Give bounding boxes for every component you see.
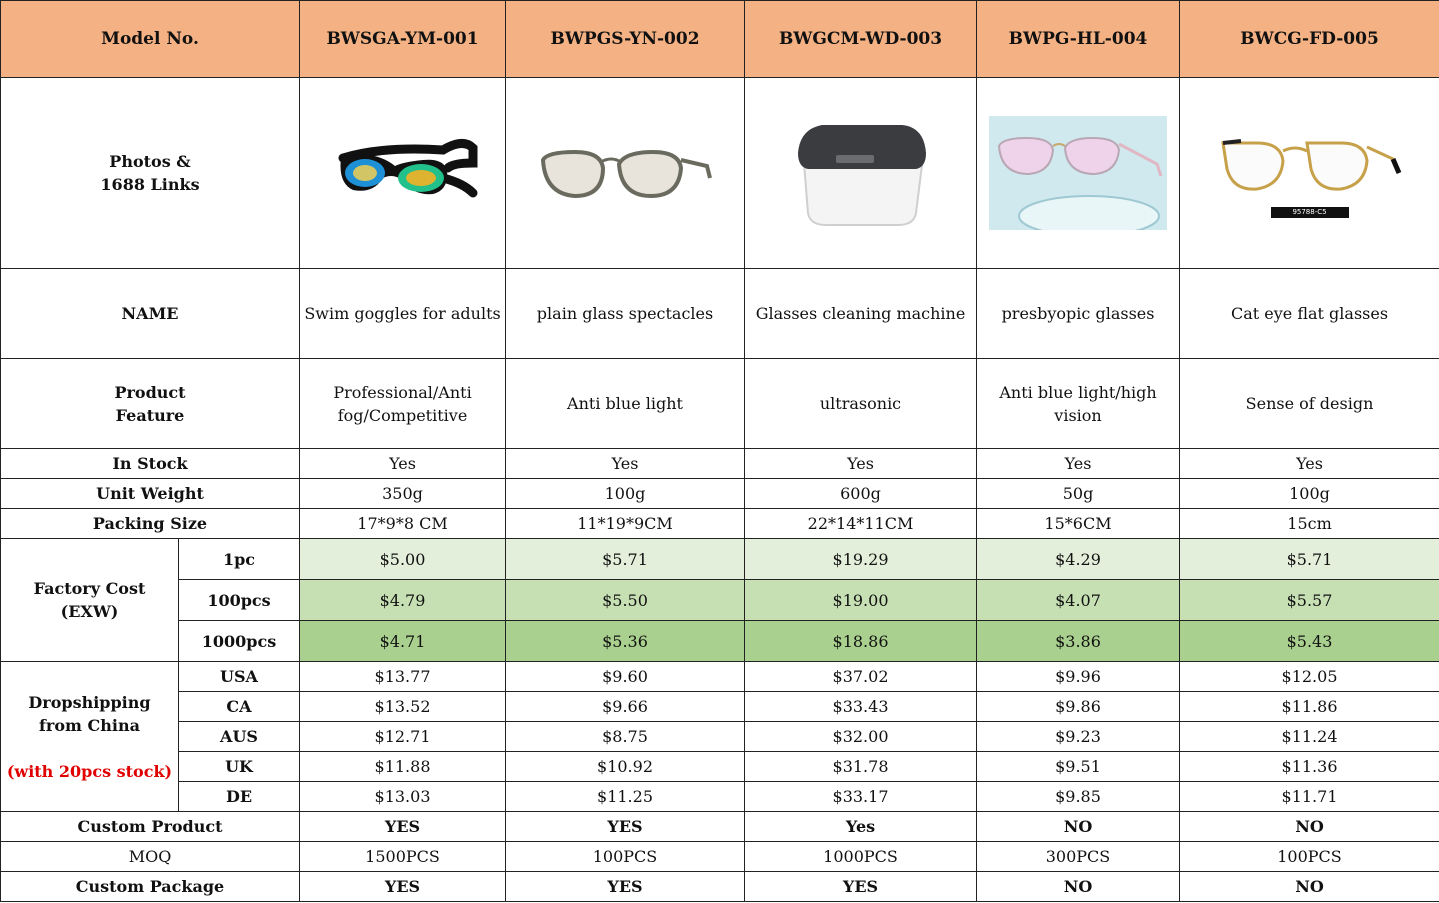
- packing-size-cell-4: 15*6CM: [977, 509, 1180, 539]
- swim-goggles-photo[interactable]: [323, 128, 483, 218]
- custom-product-label: Custom Product: [1, 812, 300, 842]
- cost-1000pcs-5: $5.43: [1180, 621, 1439, 662]
- moq-3: 1000PCS: [745, 842, 977, 872]
- dropship-aus-3: $32.00: [745, 722, 977, 752]
- photos-label-line1: Photos &: [109, 152, 191, 171]
- model-1: BWSGA-YM-001: [300, 1, 506, 78]
- cost-1pc-4: $4.29: [977, 539, 1180, 580]
- photo-cell-2[interactable]: [506, 78, 745, 269]
- feature-row: [1, 359, 1439, 449]
- custom-package-4: NO: [977, 872, 1180, 902]
- cost-1000pcs-2: $5.36: [506, 621, 745, 662]
- custom-package-5: NO: [1180, 872, 1439, 902]
- moq-label: MOQ: [1, 842, 300, 872]
- dropship-aus-1: $12.71: [300, 722, 506, 752]
- dropship-uk-3: $31.78: [745, 752, 977, 782]
- country-uk: UK: [179, 752, 300, 782]
- dropship-row-aus: [1, 722, 1439, 752]
- unit-weight-row: [1, 479, 1439, 509]
- custom-product-5: NO: [1180, 812, 1439, 842]
- dropshipping-label-line2: from China: [39, 715, 140, 735]
- glasses-photo[interactable]: [535, 138, 715, 208]
- cost-1pc-5: $5.71: [1180, 539, 1439, 580]
- feature-cell-2: Anti blue light: [506, 359, 745, 449]
- feature-cell-3: ultrasonic: [745, 359, 977, 449]
- photo-cell-5[interactable]: [1180, 78, 1439, 269]
- custom-package-row: [1, 872, 1439, 902]
- unit-weight-cell-3: 600g: [745, 479, 977, 509]
- custom-product-2: YES: [506, 812, 745, 842]
- dropship-ca-5: $11.86: [1180, 692, 1439, 722]
- custom-product-row: [1, 812, 1439, 842]
- cost-1000pcs-1: $4.71: [300, 621, 506, 662]
- dropship-row-usa: [1, 662, 1439, 692]
- cost-1000pcs-3: $18.86: [745, 621, 977, 662]
- dropship-uk-5: $11.36: [1180, 752, 1439, 782]
- dropship-uk-2: $10.92: [506, 752, 745, 782]
- in-stock-label: In Stock: [1, 449, 300, 479]
- packing-size-cell-5: 15cm: [1180, 509, 1439, 539]
- moq-2: 100PCS: [506, 842, 745, 872]
- presbyopic-glasses-photo[interactable]: [989, 116, 1167, 230]
- country-ca: CA: [179, 692, 300, 722]
- dropship-row-uk: [1, 752, 1439, 782]
- dropship-ca-2: $9.66: [506, 692, 745, 722]
- dropshipping-label: [1, 662, 179, 812]
- cost-100pcs-1: $4.79: [300, 580, 506, 621]
- moq-4: 300PCS: [977, 842, 1180, 872]
- tier-label-100pcs: 100pcs: [179, 580, 300, 621]
- unit-weight-label: Unit Weight: [1, 479, 300, 509]
- model-5: BWCG-FD-005: [1180, 1, 1439, 78]
- in-stock-cell-2: Yes: [506, 449, 745, 479]
- model-4: BWPG-HL-004: [977, 1, 1180, 78]
- dropship-row-ca: [1, 692, 1439, 722]
- unit-weight-cell-2: 100g: [506, 479, 745, 509]
- moq-5: 100PCS: [1180, 842, 1439, 872]
- name-cell-4: presbyopic glasses: [977, 269, 1180, 359]
- in-stock-cell-4: Yes: [977, 449, 1180, 479]
- tier-label-1pc: 1pc: [179, 539, 300, 580]
- feature-cell-5: Sense of design: [1180, 359, 1439, 449]
- cost-1000pcs-4: $3.86: [977, 621, 1180, 662]
- custom-package-1: YES: [300, 872, 506, 902]
- photos-label-line2: 1688 Links: [100, 175, 200, 194]
- packing-size-row: [1, 509, 1439, 539]
- feature-label-line2: Feature: [115, 405, 185, 425]
- dropship-usa-3: $37.02: [745, 662, 977, 692]
- dropship-de-3: $33.17: [745, 782, 977, 812]
- feature-label: [1, 359, 300, 449]
- cost-1pc-3: $19.29: [745, 539, 977, 580]
- feature-label-line1: Product: [114, 382, 186, 402]
- name-row: [1, 269, 1439, 359]
- custom-package-2: YES: [506, 872, 745, 902]
- packing-size-cell-3: 22*14*11CM: [745, 509, 977, 539]
- model-no-label: Model No.: [1, 1, 300, 78]
- cost-1pc-1: $5.00: [300, 539, 506, 580]
- tier-label-1000pcs: 1000pcs: [179, 621, 300, 662]
- name-cell-3: Glasses cleaning machine: [745, 269, 977, 359]
- dropship-usa-1: $13.77: [300, 662, 506, 692]
- cost-100pcs-3: $19.00: [745, 580, 977, 621]
- feature-cell-4: Anti blue light/high vision: [977, 359, 1180, 449]
- cleaning-machine-photo[interactable]: [786, 113, 936, 233]
- dropship-ca-4: $9.86: [977, 692, 1180, 722]
- header-row: [1, 1, 1439, 78]
- moq-1: 1500PCS: [300, 842, 506, 872]
- model-3: BWGCM-WD-003: [745, 1, 977, 78]
- in-stock-cell-3: Yes: [745, 449, 977, 479]
- photos-row: [1, 78, 1439, 269]
- cost-1pc-2: $5.71: [506, 539, 745, 580]
- dropship-de-1: $13.03: [300, 782, 506, 812]
- dropship-uk-4: $9.51: [977, 752, 1180, 782]
- cost-100pcs-4: $4.07: [977, 580, 1180, 621]
- factory-cost-label: Factory Cost (EXW): [1, 539, 179, 662]
- unit-weight-cell-4: 50g: [977, 479, 1180, 509]
- photos-label: [1, 78, 300, 269]
- dropship-ca-1: $13.52: [300, 692, 506, 722]
- country-usa: USA: [179, 662, 300, 692]
- dropship-aus-2: $8.75: [506, 722, 745, 752]
- dropship-de-4: $9.85: [977, 782, 1180, 812]
- custom-package-label: Custom Package: [1, 872, 300, 902]
- photo-cell-3[interactable]: [745, 78, 977, 269]
- in-stock-cell-1: Yes: [300, 449, 506, 479]
- feature-cell-1: Professional/Anti fog/Competitive: [300, 359, 506, 449]
- unit-weight-cell-1: 350g: [300, 479, 506, 509]
- dropship-usa-5: $12.05: [1180, 662, 1439, 692]
- name-cell-5: Cat eye flat glasses: [1180, 269, 1439, 359]
- stock-note: (with 20pcs stock): [6, 761, 173, 781]
- cat-eye-glasses-photo[interactable]: [1217, 129, 1403, 199]
- name-cell-2: plain glass spectacles: [506, 269, 745, 359]
- dropship-uk-1: $11.88: [300, 752, 506, 782]
- custom-product-3: Yes: [745, 812, 977, 842]
- dropship-de-2: $11.25: [506, 782, 745, 812]
- packing-size-label: Packing Size: [1, 509, 300, 539]
- in-stock-cell-5: Yes: [1180, 449, 1439, 479]
- in-stock-row: [1, 449, 1439, 479]
- dropship-de-5: $11.71: [1180, 782, 1439, 812]
- dropship-usa-4: $9.96: [977, 662, 1180, 692]
- model-2: BWPGS-YN-002: [506, 1, 745, 78]
- photo-cell-1[interactable]: [300, 78, 506, 269]
- factory-cost-row-1000pcs: [1, 621, 1439, 662]
- name-label: NAME: [1, 269, 300, 359]
- custom-package-3: YES: [745, 872, 977, 902]
- name-cell-1: Swim goggles for adults: [300, 269, 506, 359]
- moq-row: [1, 842, 1439, 872]
- dropship-row-de: [1, 782, 1439, 812]
- dropship-ca-3: $33.43: [745, 692, 977, 722]
- photo-cell-4[interactable]: [977, 78, 1180, 269]
- dropshipping-label-line1: Dropshipping: [28, 692, 151, 712]
- factory-cost-row-1pc: [1, 539, 1439, 580]
- dropship-aus-5: $11.24: [1180, 722, 1439, 752]
- country-aus: AUS: [179, 722, 300, 752]
- custom-product-1: YES: [300, 812, 506, 842]
- model-caption-badge: 95788-C5: [1271, 207, 1349, 218]
- unit-weight-cell-5: 100g: [1180, 479, 1439, 509]
- cost-100pcs-5: $5.57: [1180, 580, 1439, 621]
- custom-product-4: NO: [977, 812, 1180, 842]
- dropship-usa-2: $9.60: [506, 662, 745, 692]
- cost-100pcs-2: $5.50: [506, 580, 745, 621]
- packing-size-cell-1: 17*9*8 CM: [300, 509, 506, 539]
- packing-size-cell-2: 11*19*9CM: [506, 509, 745, 539]
- factory-cost-row-100pcs: [1, 580, 1439, 621]
- dropship-aus-4: $9.23: [977, 722, 1180, 752]
- country-de: DE: [179, 782, 300, 812]
